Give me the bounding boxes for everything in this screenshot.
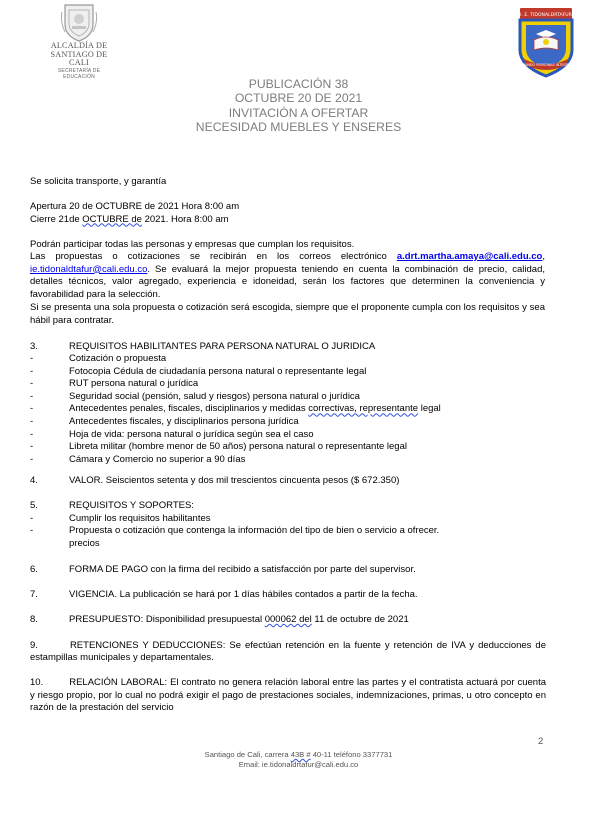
section-payment: 6. FORMA DE PAGO con la firma del recibido a satisfacción por parte del supervisor. (30, 564, 416, 575)
section-retentions: 9. RETENCIONES Y DEDUCCIONES: Se efectúan retención en la fuente y retención de IVA y deducciones de estampillas municipales y departamentales. (30, 639, 546, 664)
list-item: - Antecedentes fiscales, y disciplinarios persona jurídica (30, 416, 299, 428)
list-item: - Propuesta o cotización que contenga la información del tipo de bien o servicio a ofrecer. (30, 525, 440, 537)
logo-line-1: ALCALDÍA DE (50, 41, 108, 50)
title-need: NECESIDAD MUEBLES Y ENSERES (195, 120, 402, 135)
section-requirements (30, 341, 545, 467)
title-publication: PUBLICACIÓN 38 (248, 77, 349, 91)
section-validity: 7. VIGENCIA. La publicación se hará por 1 días hábiles contados a partir de la fecha. (30, 589, 418, 600)
logo-line-3: SECRETARÍA DE EDUCACIÓN (57, 67, 101, 80)
ribbon-text: FORMANDO PERSONAS INTEGRALES (515, 63, 577, 67)
title-date: OCTUBRE 20 DE 2021 (234, 91, 363, 106)
list-item: - Libreta militar (hombre menor de 50 años) persona natural o representante legal (30, 441, 407, 453)
list-item: - RUT persona natural o jurídica (30, 378, 199, 390)
list-item: - Seguridad social (pensión, salud y riesgos) persona natural o jurídica (30, 390, 360, 402)
institution-shield-logo (514, 4, 578, 80)
title-invitation: INVITACIÓN A OFERTAR (228, 105, 369, 120)
coat-of-arms-icon (60, 2, 98, 42)
single-proposal-paragraph: Si se presenta una sola propuesta o cotización será escogida, siempre que el proponente cumpla con los requisitos y sea hábil para contratar. (30, 302, 545, 326)
participation-note: Podrán participar todas las personas y empresas que cumplan los requisitos. (30, 238, 355, 250)
section-labor-relation: 10. RELACIÓN LABORAL: El contrato no genera relación laboral entre las partes y el contratista actuará por cuenta y riesgo propio, por lo cual no podrá exigir el pago de prestaciones sociales, indemnizaciones, primas, u otro concepto en razón de la prestación del servicio (30, 677, 546, 714)
list-item: - Cotización o propuesta (30, 353, 167, 365)
document-title (0, 77, 597, 135)
section-heading: 3. REQUISITOS HABILITANTES PARA PERSONA NATURAL O JURIDICA (30, 340, 376, 352)
transport-note: Se solicita transporte, y garantía (30, 176, 167, 187)
opening-date: Apertura 20 de OCTUBRE de 2021 Hora 8:00 am (30, 201, 240, 212)
proposals-paragraph: Las propuestas o cotizaciones se recibirán en los correos electrónico a.drt.martha.amaya@cali.edu.co, ie.tidonaldtafur@cali.edu.co. Se evaluará la mejor propuesta teniendo en cuenta la combinación de precio, calidad, detalles técnicos, valor agregado, experiencia e idoneidad, serán los factores que determinen la conveniencia y favorabilidad para la selección. (30, 251, 545, 300)
logo-line-2: SANTIAGO DE CALI (50, 49, 108, 68)
alcaldia-logo (46, 2, 112, 80)
closing-date: Cierre 21de OCTUBRE de 2021. Hora 8:00 am (30, 213, 229, 225)
footer-address: Santiago de Cali, carrera 43B # 40-11 teléfono 3377731 (204, 750, 393, 759)
email-link-primary[interactable]: a.drt.martha.amaya@cali.edu.co (396, 251, 543, 263)
email-link-secondary[interactable]: ie.tidonaldtafur@cali.edu.co (30, 263, 148, 275)
list-item: - Fotocopia Cédula de ciudadanía persona natural o representante legal (30, 365, 367, 377)
list-item: - Cumplir los requisitos habilitantes (30, 512, 211, 524)
footer-email: Email: ie.tidonaldrtafur@cali.edu.co (238, 759, 359, 769)
list-item: - Antecedentes penales, fiscales, disciplinarios y medidas correctivas, representante legal (30, 403, 441, 415)
banner-text: I. E. TIDONALDRTAFUR (520, 13, 572, 18)
section-supports (30, 500, 545, 550)
page-number: 2 (538, 736, 544, 747)
section-heading: 5. REQUISITOS Y SOPORTES: (30, 500, 194, 511)
section-budget: 8. PRESUPUESTO: Disponibilidad presupuestal 000062 del 11 de octubre de 2021 (30, 614, 409, 625)
list-item-continuation: precios (69, 537, 100, 549)
section-value: 4. VALOR. Seiscientos setenta y dos mil trescientos cincuenta pesos ($ 672.350) (30, 475, 400, 486)
list-item: - Cámara y Comercio no superior a 90 días (30, 453, 246, 465)
list-item: - Hoja de vida: persona natural o jurídica según sea el caso (30, 428, 314, 440)
